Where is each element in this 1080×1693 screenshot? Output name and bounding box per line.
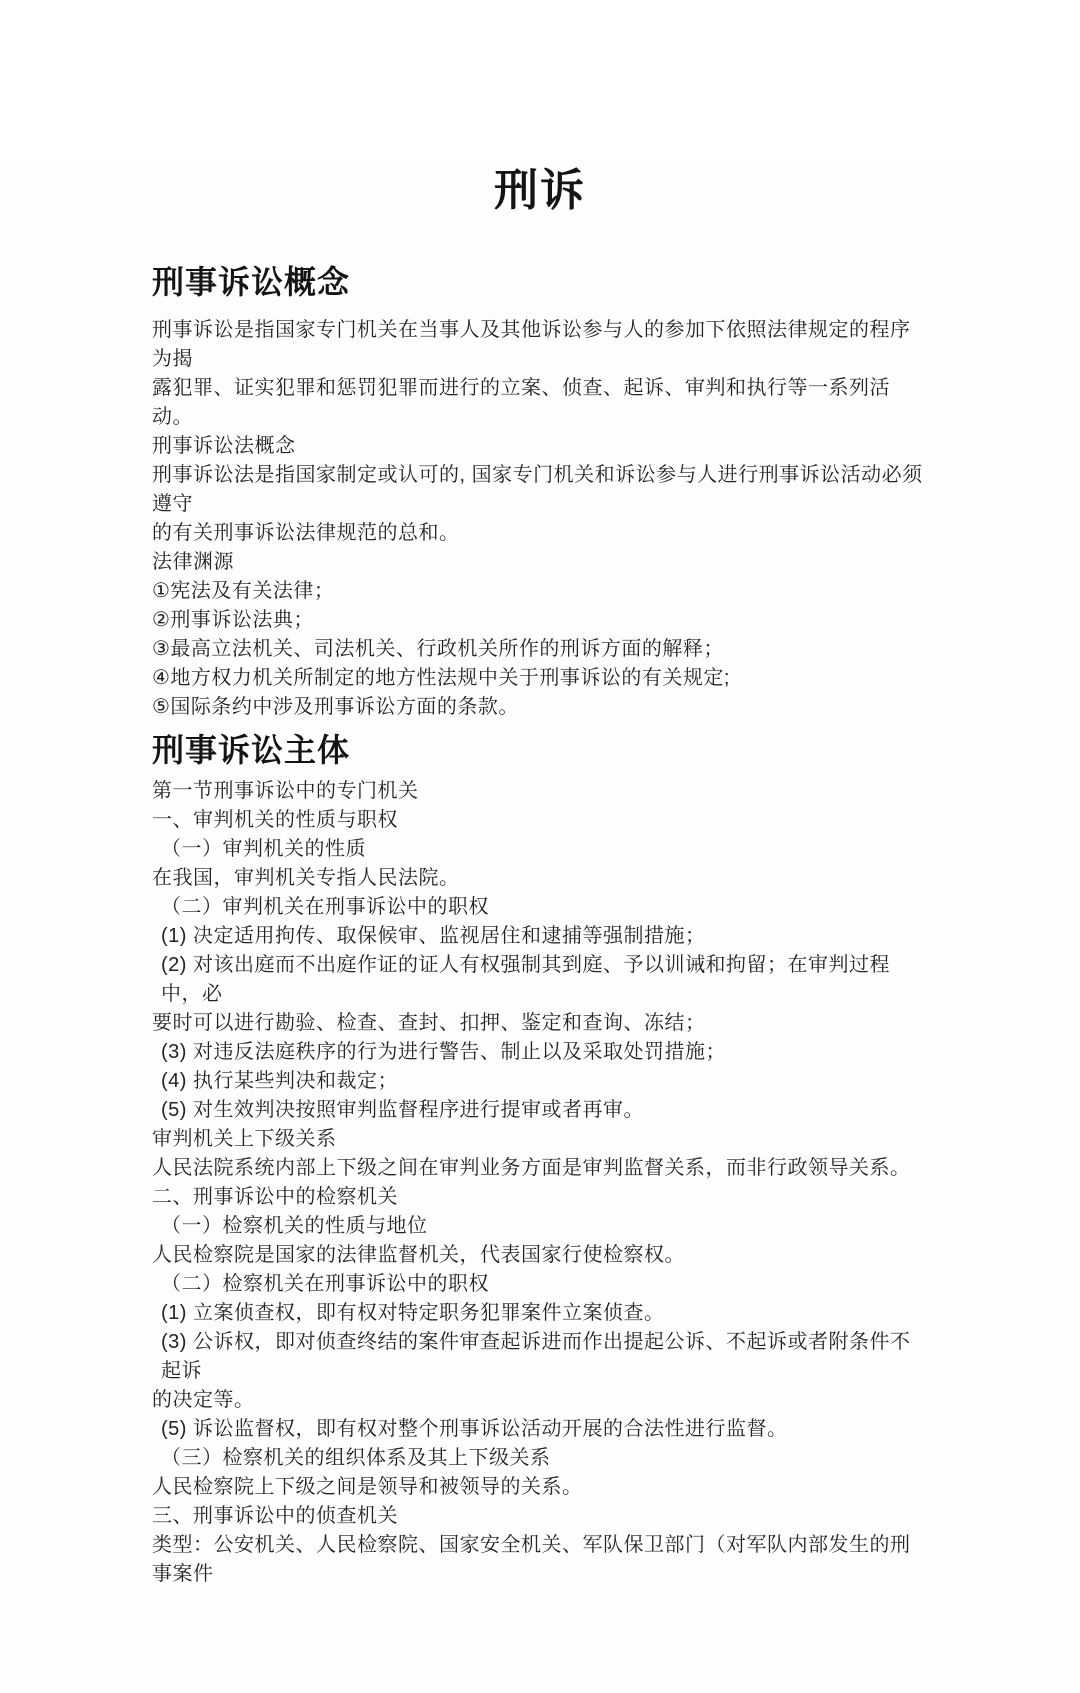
text-line: 在我国，审判机关专指人民法院。: [152, 867, 460, 889]
text-line: （三）检察机关的组织体系及其上下级关系: [161, 1447, 551, 1469]
text-line: 人民检察院上下级之间是领导和被领导的关系。: [152, 1476, 583, 1498]
text-line: 类型：公安机关、人民检察院、国家安全机关、军队保卫部门（对军队内部发生的刑事案件: [152, 1534, 911, 1585]
section-criminal-procedure-concept: [152, 262, 928, 722]
text-line: ①宪法及有关法律；: [152, 580, 335, 602]
text-line: 露犯罪、证实犯罪和惩罚犯罪而进行的立案、侦查、起诉、审判和执行等一系列活动。: [152, 377, 890, 428]
section-heading-subjects: 刑事诉讼主体: [152, 732, 351, 768]
text-line: (1) 决定适用拘传、取保候审、监视居住和逮捕等强制措施；: [161, 925, 706, 947]
text-line: (4) 执行某些判决和裁定；: [161, 1070, 398, 1092]
text-line: (5) 诉讼监督权，即有权对整个刑事诉讼活动开展的合法性进行监督。: [161, 1418, 788, 1440]
text-line: （一）检察机关的性质与地位: [161, 1215, 428, 1237]
text-line: 三、刑事诉讼中的侦查机关: [152, 1505, 398, 1527]
text-line: 人民法院系统内部上下级之间在审判业务方面是审判监督关系，而非行政领导关系。: [152, 1157, 911, 1179]
page-title: 刑诉: [494, 166, 586, 215]
section-heading-concept: 刑事诉讼概念: [152, 264, 351, 300]
text-line: 审判机关上下级关系: [152, 1128, 337, 1150]
text-line: (5) 对生效判决按照审判监督程序进行提审或者再审。: [161, 1099, 644, 1121]
text-line: 刑事诉讼法是指国家制定或认可的, 国家专门机关和诉讼参与人进行刑事诉讼活动必须遵守: [152, 464, 923, 515]
text-line: (3) 公诉权，即对侦查终结的案件审查起诉进而作出提起公诉、不起诉或者附条件不起诉: [161, 1331, 911, 1382]
text-line: 刑事诉讼法概念: [152, 435, 296, 457]
text-line: 要时可以进行勘验、检查、查封、扣押、鉴定和查询、冻结；: [152, 1012, 706, 1034]
text-line: （二）检察机关在刑事诉讼中的职权: [161, 1273, 489, 1295]
text-line: ④地方权力机关所制定的地方性法规中关于刑事诉讼的有关规定;: [152, 667, 730, 689]
text-line: ⑤国际条约中涉及刑事诉讼方面的条款。: [152, 696, 519, 718]
text-line: ②刑事诉讼法典；: [152, 609, 314, 631]
text-line: 二、刑事诉讼中的检察机关: [152, 1186, 398, 1208]
section-body-subjects: [152, 777, 928, 1589]
section-body-concept: [152, 316, 928, 722]
text-line: 人民检察院是国家的法律监督机关，代表国家行使检察权。: [152, 1244, 685, 1266]
text-line: 的决定等。: [152, 1389, 255, 1411]
section-criminal-procedure-subjects: [152, 730, 928, 1589]
text-line: (1) 立案侦查权，即有权对特定职务犯罪案件立案侦查。: [161, 1302, 665, 1324]
text-line: 第一节刑事诉讼中的专门机关: [152, 780, 419, 802]
text-line: 的有关刑事诉讼法律规范的总和。: [152, 522, 460, 544]
text-line: ③最高立法机关、司法机关、行政机关所作的刑诉方面的解释；: [152, 638, 724, 660]
text-line: 一、审判机关的性质与职权: [152, 809, 398, 831]
text-line: (3) 对违反法庭秩序的行为进行警告、制止以及采取处罚措施；: [161, 1041, 726, 1063]
text-line: 刑事诉讼是指国家专门机关在当事人及其他诉讼参与人的参加下依照法律规定的程序为揭: [152, 319, 911, 370]
text-line: 法律渊源: [152, 551, 234, 573]
document-page: [0, 166, 1080, 1693]
text-line: （二）审判机关在刑事诉讼中的职权: [161, 896, 489, 918]
text-line: （一）审判机关的性质: [161, 838, 366, 860]
text-line: (2) 对该出庭而不出庭作证的证人有权强制其到庭、予以训诫和拘留；在审判过程中，必: [161, 954, 890, 1005]
